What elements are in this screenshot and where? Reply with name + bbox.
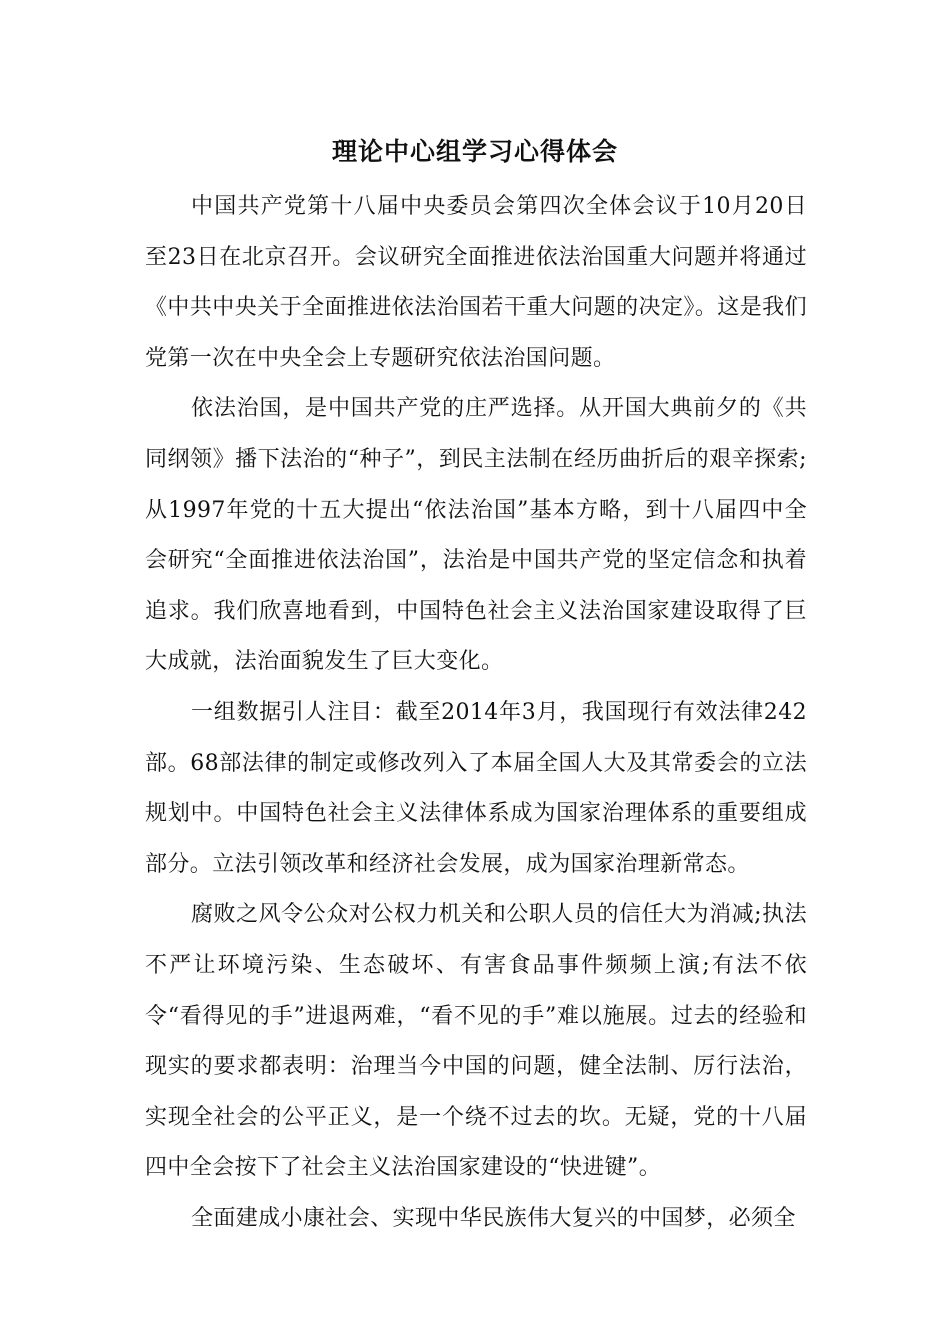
- paragraph-2: 依法治国，是中国共产党的庄严选择。从开国大典前夕的《共同纲领》播下法治的“种子”，到民主法制在经历曲折后的艰辛探索;从1997年党的十五大提出“依法治国”基本方略，到十八届四中全会研究“全面推进依法治国”，法治是中国共产党的坚定信念和执着追求。我们欣喜地看到，中国特色社会主义法治国家建设取得了巨大成就，法治面貌发生了巨大变化。: [145, 396, 807, 675]
- paragraph-3: 一组数据引人注目：截至2014年3月，我国现行有效法律242部。68部法律的制定或修改列入了本届全国人大及其常委会的立法规划中。中国特色社会主义法律体系成为国家治理体系的重要组成部分。立法引领改革和经济社会发展，成为国家治理新常态。: [145, 699, 807, 877]
- paragraph-5: 全面建成小康社会、实现中华民族伟大复兴的中国梦，必须全: [191, 1205, 796, 1231]
- document-title: 理论中心组学习心得体会: [331, 137, 618, 166]
- document-body: [145, 182, 807, 1244]
- paragraph-1: 中国共产党第十八届中央委员会第四次全体会议于10月20日至23日在北京召开。会议研究全面推进依法治国重大问题并将通过《中共中央关于全面推进依法治国若干重大问题的决定》。这是我们党第一次在中央全会上专题研究依法治国问题。: [145, 194, 807, 371]
- paragraph-4: 腐败之风令公众对公权力机关和公职人员的信任大为消减;执法不严让环境污染、生态破坏、有害食品事件频频上演;有法不依令“看得见的手”进退两难，“看不见的手”难以施展。过去的经验和现实的要求都表明：治理当今中国的问题，健全法制、厉行法治，实现全社会的公平正义，是一个绕不过去的坎。无疑，党的十八届四中全会按下了社会主义法治国家建设的“快进键”。: [145, 902, 807, 1181]
